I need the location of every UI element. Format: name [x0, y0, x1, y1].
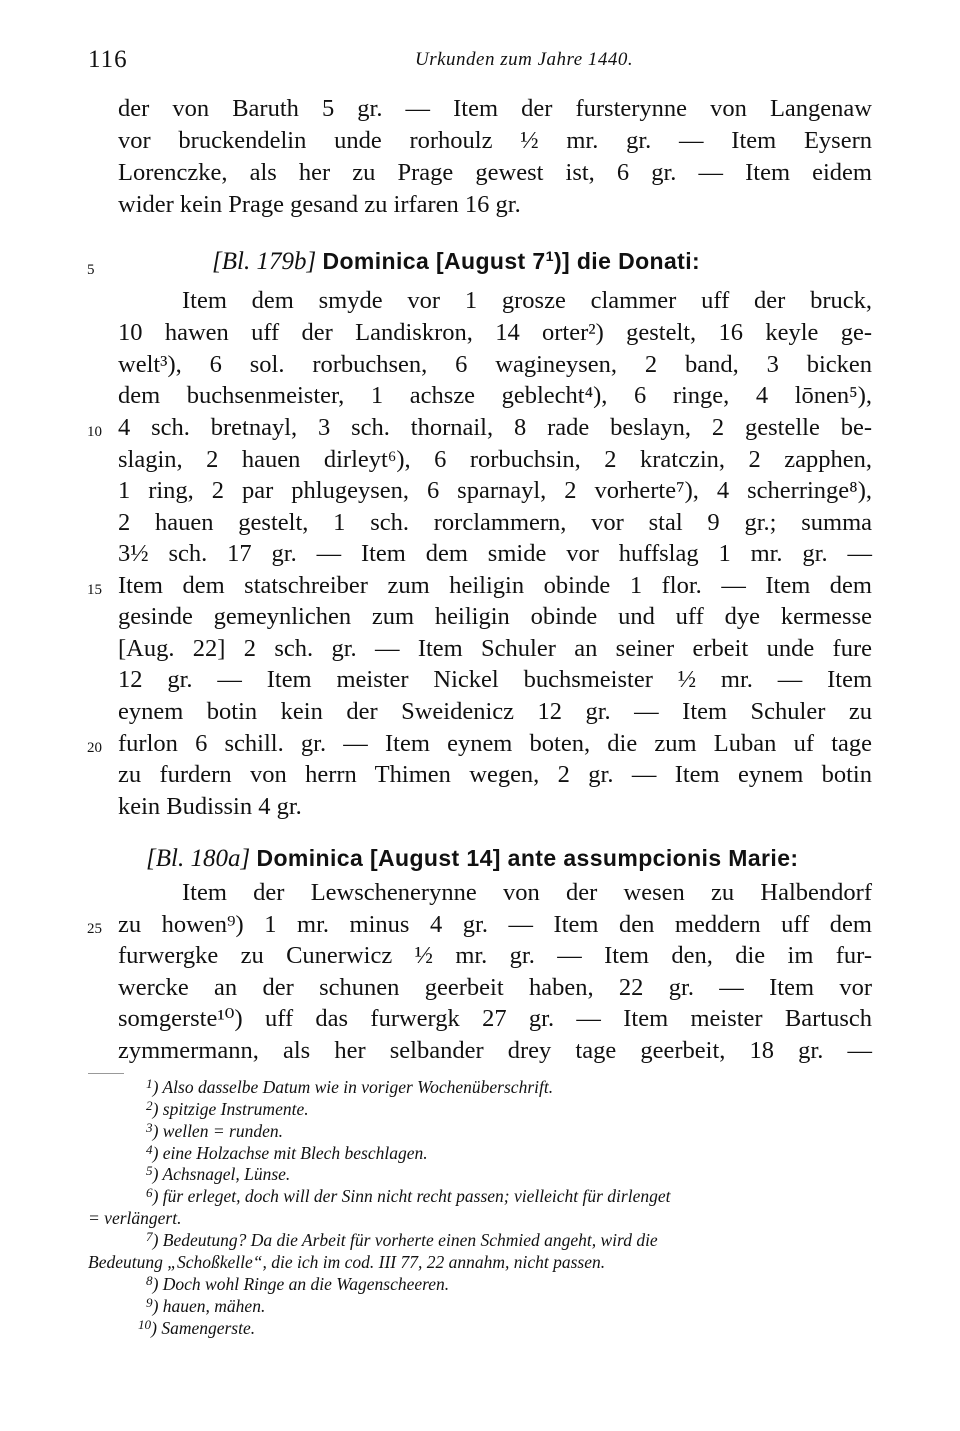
footnote: $^5$) Achsnagel, Lünse.	[146, 1162, 291, 1184]
section-title: Dominica [August $7^1$)] die Donati:	[322, 248, 701, 274]
line-number: 25	[87, 921, 102, 937]
text-line: [Aug. 22] 2 sch. gr. — Item Schuler an seiner erbeit unde fure	[118, 635, 872, 662]
text-line: zu howen⁹) 1 mr. minus 4 gr. — Item den meddern uff dem	[118, 911, 872, 938]
text-line: zu furdern von herrn Thimen wegen, 2 gr. — Item eynem botin	[118, 761, 872, 788]
line-number: 15	[87, 582, 102, 598]
text-line: vor bruckendelin unde rorhoulz ½ mr. gr. — Item Eysern	[118, 127, 872, 154]
text-line: furlon 6 schill. gr. — Item eynem boten, die zum Luban uf tage	[118, 730, 872, 757]
text-line: gesinde gemeynlichen zum heiligin obinde und uff dye kermesse	[118, 603, 872, 630]
text-line: 10 hawen uff der Landiskron, 14 orter²) gestelt, 16 keyle ge-	[118, 319, 872, 346]
folio-reference: [Bl. 179b]	[212, 248, 317, 275]
footnote: $^9$) hauen, mähen.	[146, 1294, 266, 1316]
text-line: 4 sch. bretnayl, 3 sch. thornail, 8 rade beslayn, 2 gestelle be-	[118, 414, 872, 441]
text-line: 1 ring, 2 par phlugeysen, 6 sparnayl, 2 vorherte⁷), 4 scherringe⁸),	[118, 477, 872, 504]
footnote: $^1$) Also dasselbe Datum wie in voriger Wochenüberschrift.	[146, 1075, 554, 1097]
section-heading	[146, 845, 798, 873]
section-heading	[212, 248, 700, 276]
text-line: somgerste¹⁰) uff das furwergk 27 gr. — Item meister Bartusch	[118, 1005, 872, 1032]
text-line: kein Budissin 4 gr.	[118, 793, 302, 820]
page-number: 116	[88, 46, 128, 73]
text-line: slagin, 2 hauen dirleyt⁶), 6 rorbuchsin, 2 kratczin, 2 zapphen,	[118, 446, 872, 473]
running-title: Urkunden zum Jahre 1440.	[415, 49, 634, 70]
text-line: eynem botin kein der Sweidenicz 12 gr. — Item Schuler zu	[118, 698, 872, 725]
text-line: Item dem smyde vor 1 grosze clammer uff der bruck,	[182, 287, 872, 314]
line-number: 5	[87, 262, 95, 278]
footnote: $^{10}$) Samengerste.	[138, 1316, 256, 1338]
text-line: wercke an der schunen geerbeit haben, 22 gr. — Item vor	[118, 974, 872, 1001]
footnote-continuation: = verlängert.	[88, 1208, 182, 1228]
line-number: 20	[87, 740, 102, 756]
page-header	[0, 46, 960, 82]
text-line: furwergke zu Cunerwicz ½ mr. gr. — Item den, die im fur-	[118, 942, 872, 969]
text-line: wider kein Prage gesand zu irfaren 16 gr.	[118, 191, 521, 218]
text-line: 12 gr. — Item meister Nickel buchsmeister ½ mr. — Item	[118, 666, 872, 693]
text-line: welt³), 6 sol. rorbuchsen, 6 wagineysen, 2 band, 3 bicken	[118, 351, 872, 378]
text-line: dem buchsenmeister, 1 achsze geblecht⁴), 6 ringe, 4 lōnen⁵),	[118, 382, 872, 409]
text-line: der von Baruth 5 gr. — Item der fursterynne von Langenaw	[118, 95, 872, 122]
folio-reference: [Bl. 180a]	[146, 845, 251, 872]
text-line: zymmermann, als her selbander drey tage geerbeit, 18 gr. —	[118, 1037, 872, 1064]
line-number: 10	[87, 424, 102, 440]
footnote: $^3$) wellen = runden.	[146, 1119, 283, 1141]
text-line: 2 hauen gestelt, 1 sch. rorclammern, vor stal 9 gr.; summa	[118, 509, 872, 536]
text-line: Lorenczke, als her zu Prage gewest ist, 6 gr. — Item eidem	[118, 159, 872, 186]
text-line: Item dem statschreiber zum heiligin obinde 1 flor. — Item dem	[118, 572, 872, 599]
footnote: $^4$) eine Holzachse mit Blech beschlagen.	[146, 1141, 428, 1163]
text-line: Item der Lewschenerynne von der wesen zu Halbendorf	[182, 879, 872, 906]
text-line: 3½ sch. 17 gr. — Item dem smide vor huffslag 1 mr. gr. —	[118, 540, 872, 567]
footnote: $^7$) Bedeutung? Da die Arbeit für vorherte einen Schmied angeht, wird die	[146, 1228, 658, 1250]
footnote-continuation: Bedeutung „Schoßkelle“, die ich im cod. III 77, 22 annahm, nicht passen.	[88, 1252, 606, 1272]
footnote: $^2$) spitzige Instrumente.	[146, 1097, 309, 1119]
section-title: Dominica [August 14] ante assumpcionis Marie:	[256, 845, 799, 871]
footnote: $^8$) Doch wohl Ringe an die Wagenscheeren.	[146, 1272, 450, 1294]
footnote: $^6$) für erleget, doch will der Sinn nicht recht passen; vielleicht für dirlenget	[146, 1184, 671, 1206]
footnote-separator	[88, 1073, 124, 1074]
